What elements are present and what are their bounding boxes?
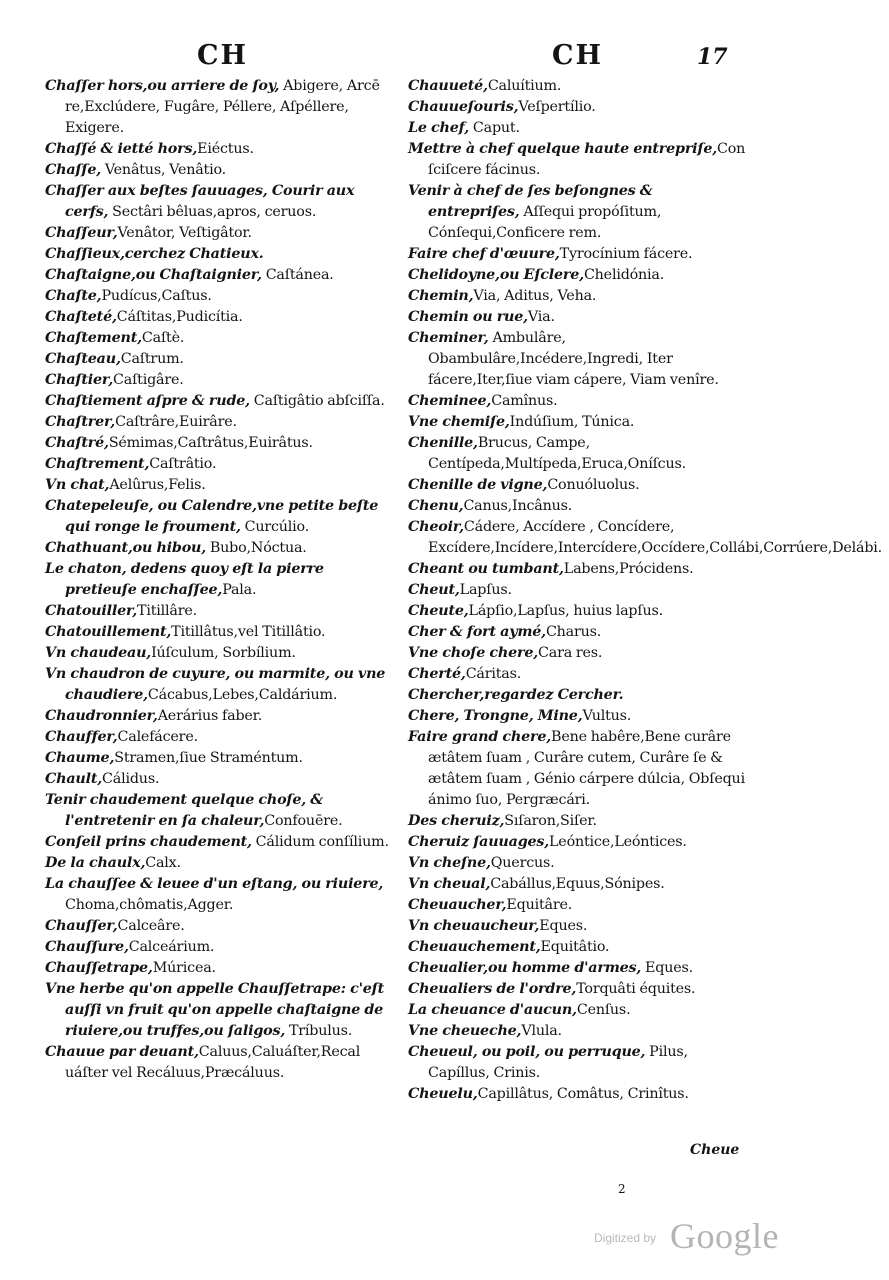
entry-term: Chenille, — [408, 435, 478, 451]
entry-translation: Tyrocínium fácere. — [559, 246, 693, 262]
entry-term: Chatouiller, — [45, 603, 138, 619]
entry-translation: Eques. — [641, 960, 693, 976]
dictionary-entry — [408, 475, 748, 496]
entry-translation: Venâtus, Venâtio. — [101, 162, 226, 178]
entry-translation: Venâtor, Veſtigâtor. — [117, 225, 252, 241]
entry-term: Cheute, — [408, 603, 469, 619]
dictionary-entry — [45, 979, 395, 1042]
entry-term: Chercher,regardez Cercher. — [408, 687, 624, 703]
entry-term: Chaſtré, — [45, 435, 109, 451]
entry-term: Chaſte, — [45, 288, 102, 304]
dictionary-entry — [45, 139, 395, 160]
entry-term: Cheuaucher, — [408, 897, 507, 913]
entry-translation: Veſpertílio. — [518, 99, 596, 115]
dictionary-entry — [45, 412, 395, 433]
entry-term: Chaſtrer, — [45, 414, 116, 430]
entry-term: Cherté, — [408, 666, 466, 682]
dictionary-entry — [45, 328, 395, 349]
dictionary-entry — [45, 769, 395, 790]
dictionary-entry — [45, 475, 395, 496]
entry-term: Vne herbe qu'on appelle Chauſſetrape: c'eſt auſſi vn fruit qu'on appelle chaſtaigne de riuiere,ou truffes,ou ſaligos, — [45, 981, 385, 1039]
entry-term: Cheuauchement, — [408, 939, 541, 955]
entry-term: Chere, Trongne, Mine, — [408, 708, 583, 724]
entry-term: Chauſſure, — [45, 939, 129, 955]
dictionary-entry — [408, 1021, 748, 1042]
entry-term: Chaſtaigne,ou Chaſtaignier, — [45, 267, 262, 283]
entry-term: Cheualier,ou homme d'armes, — [408, 960, 642, 976]
entry-term: Vn chaudron de cuyure, ou marmite, ou vne chaudiere, — [45, 666, 386, 703]
entry-term: Des cheruiz, — [408, 813, 505, 829]
entry-translation: Eques. — [539, 918, 588, 934]
entry-translation: Lápſio,Lapſus, huius lapſus. — [468, 603, 663, 619]
entry-term: Vne cheueche, — [408, 1023, 522, 1039]
dictionary-entry — [408, 307, 748, 328]
entry-translation: Cácabus,Lebes,Caldárium. — [147, 687, 338, 703]
entry-term: Vn cheual, — [408, 876, 491, 892]
dictionary-entry — [45, 181, 395, 223]
entry-translation: Ambulâre, Obambulâre,Incédere,Ingredi, Iter fácere,Iter,ſiue viam cápere, Viam venîre. — [428, 330, 719, 388]
dictionary-entry — [45, 853, 395, 874]
dictionary-entry — [408, 874, 748, 895]
entry-term: Le chaton, dedens quoy eſt la pierre pretieuſe enchaſſee, — [45, 561, 324, 598]
dictionary-entry — [408, 601, 748, 622]
dictionary-entry — [408, 937, 748, 958]
entry-translation: Confouēre. — [264, 813, 343, 829]
entry-term: Chaudronnier, — [45, 708, 158, 724]
dictionary-entry — [408, 181, 748, 244]
entry-translation: Pala. — [222, 582, 257, 598]
entry-term: La cheuance d'aucun, — [408, 1002, 577, 1018]
entry-translation: Cabállus,Equus,Sónipes. — [490, 876, 665, 892]
entry-term: Chaume, — [45, 750, 115, 766]
running-head-right: CH — [552, 40, 603, 71]
dictionary-entry — [45, 937, 395, 958]
entry-translation: Via. — [527, 309, 555, 325]
entry-translation: Bubo,Nóctua. — [206, 540, 307, 556]
entry-term: Tenir chaudement quelque choſe, & l'entretenir en ſa chaleur, — [45, 792, 324, 829]
entry-translation: Sıſaron,Siſer. — [504, 813, 597, 829]
dictionary-entry — [408, 1084, 748, 1105]
entry-term: Chauueſouris, — [408, 99, 519, 115]
entry-translation: Tríbulus. — [285, 1023, 353, 1039]
dictionary-entry — [408, 916, 748, 937]
entry-translation: Calx. — [145, 855, 181, 871]
dictionary-entry — [45, 349, 395, 370]
dictionary-entry — [45, 664, 395, 706]
catchword: Cheue — [690, 1142, 740, 1158]
entry-term: Le chef, — [408, 120, 470, 136]
entry-translation: Leóntice,Leóntices. — [549, 834, 687, 850]
entry-translation: Capillâtus, Comâtus, Crinîtus. — [477, 1086, 689, 1102]
entry-term: Chaſtement, — [45, 330, 142, 346]
dictionary-entry — [45, 391, 395, 412]
entry-translation: Múricea. — [152, 960, 216, 976]
dictionary-entry — [408, 559, 748, 580]
entry-term: Vn chaudeau, — [45, 645, 152, 661]
watermark-prefix: Digitized by — [594, 1231, 657, 1245]
dictionary-entry — [408, 643, 748, 664]
entry-term: Chaſſe, — [45, 162, 102, 178]
dictionary-entry — [408, 685, 748, 706]
entry-translation: Conuóluolus. — [547, 477, 640, 493]
dictionary-entry — [45, 748, 395, 769]
dictionary-entry — [408, 412, 748, 433]
entry-term: Chatepeleuſe, ou Calendre,vne petite beſte qui ronge le froument, — [45, 498, 379, 535]
dictionary-entry — [408, 853, 748, 874]
entry-term: Cheoir, — [408, 519, 464, 535]
dictionary-entry — [45, 307, 395, 328]
entry-translation: Equitâtio. — [540, 939, 610, 955]
entry-translation: Choma,chômatis,Agger. — [65, 897, 234, 913]
dictionary-entry — [45, 265, 395, 286]
dictionary-entry — [45, 790, 395, 832]
digitized-by-google-watermark — [594, 1215, 779, 1255]
google-logo: Google — [670, 1216, 779, 1256]
dictionary-entry — [45, 601, 395, 622]
entry-term: Vn chat, — [45, 477, 110, 493]
entry-translation: Caſtánea. — [261, 267, 334, 283]
entry-translation: Calceárium. — [128, 939, 215, 955]
entry-term: Chauffer, — [45, 729, 118, 745]
entry-term: Cheualiers de l'ordre, — [408, 981, 577, 997]
entry-translation: Cádere, Accídere , Concídere, Excídere,Incídere,Intercídere,Occídere,Collábi,Corrúere,Delábi. — [428, 519, 883, 556]
dictionary-entry — [408, 433, 748, 475]
page-number: 17 — [697, 44, 728, 70]
entry-translation: Caſtrum. — [120, 351, 184, 367]
dictionary-entry — [45, 454, 395, 475]
entry-term: Chaſſieux,cerchez Chatieux. — [45, 246, 264, 262]
dictionary-entry — [45, 832, 395, 853]
entry-translation: Aerárius faber. — [157, 708, 263, 724]
entry-translation: Pilus, Capíllus, Crinis. — [428, 1044, 688, 1081]
dictionary-entry — [408, 139, 748, 181]
dictionary-entry — [408, 244, 748, 265]
dictionary-entry — [45, 643, 395, 664]
entry-term: Chaſteau, — [45, 351, 121, 367]
dictionary-entry — [45, 559, 395, 601]
entry-translation: Sectâri bêluas,apros, ceruos. — [108, 204, 317, 220]
entry-translation: Indúſium, Túnica. — [509, 414, 635, 430]
entry-translation: Cálidus. — [102, 771, 160, 787]
entry-translation: Cenſus. — [576, 1002, 631, 1018]
dictionary-entry — [45, 538, 395, 559]
entry-translation: Calefácere. — [117, 729, 198, 745]
dictionary-entry — [45, 727, 395, 748]
dictionary-entry — [408, 580, 748, 601]
signature-mark: 2 — [618, 1182, 626, 1196]
dictionary-entry — [45, 622, 395, 643]
dictionary-entry — [45, 76, 395, 139]
dictionary-entry — [408, 517, 883, 559]
entry-term: Cheminer, — [408, 330, 489, 346]
entry-term: Mettre à chef quelque haute entrepriſe, — [408, 141, 718, 157]
entry-translation: Cáritas. — [465, 666, 522, 682]
entry-translation: Calceâre. — [117, 918, 185, 934]
entry-translation: Eiéctus. — [197, 141, 254, 157]
dictionary-entry — [45, 958, 395, 979]
entry-term: Cher & fort aymé, — [408, 624, 546, 640]
dictionary-entry — [45, 286, 395, 307]
entry-term: Chaſſer aux beſtes ſauuages, Courir aux cerfs, — [45, 183, 355, 220]
dictionary-entry — [408, 979, 748, 1000]
dictionary-entry — [408, 496, 748, 517]
entry-term: Chaſtrement, — [45, 456, 150, 472]
entry-term: Chaſtiement aſpre & rude, — [45, 393, 250, 409]
entry-term: Chauueté, — [408, 78, 488, 94]
entry-term: Faire chef d'œuure, — [408, 246, 560, 262]
entry-translation: Titillâre. — [137, 603, 197, 619]
entry-term: Chemin, — [408, 288, 474, 304]
dictionary-entry — [408, 328, 748, 391]
running-head-left: CH — [197, 40, 248, 71]
entry-translation: Curcúlio. — [240, 519, 310, 535]
dictionary-entry — [45, 160, 395, 181]
entry-term: Chaſteté, — [45, 309, 117, 325]
entry-term: Chaſſer hors,ou arriere de ſoy, — [45, 78, 280, 94]
entry-translation: Caſtrâre,Euirâre. — [115, 414, 237, 430]
dictionary-entry — [45, 706, 395, 727]
entry-translation: Canus,Incânus. — [463, 498, 573, 514]
entry-translation: Brucus, Campe, Centípeda,Multípeda,Eruca,Oníſcus. — [428, 435, 686, 472]
entry-translation: Aſſequi propóſitum, Cónſequi,Conficere rem. — [428, 204, 662, 241]
right-column — [408, 76, 883, 1105]
dictionary-entry — [408, 1000, 748, 1021]
dictionary-entry — [408, 391, 748, 412]
entry-term: Chaſſé & ietté hors, — [45, 141, 198, 157]
entry-term: Chenu, — [408, 498, 464, 514]
entry-translation: Camînus. — [491, 393, 558, 409]
left-column — [45, 76, 395, 1084]
entry-translation: Con ſciſcere fácinus. — [428, 141, 746, 178]
entry-term: Chathuant,ou hibou, — [45, 540, 207, 556]
entry-translation: Caſtigâtio abſciſſa. — [249, 393, 385, 409]
entry-term: Chatouillement, — [45, 624, 172, 640]
dictionary-entry — [408, 958, 748, 979]
dictionary-entry — [408, 622, 748, 643]
entry-translation: Aelûrus,Felis. — [109, 477, 206, 493]
entry-term: Chenille de vigne, — [408, 477, 548, 493]
entry-term: La chauſſee & leuee d'un eſtang, ou riuiere, — [45, 876, 384, 892]
page-header — [0, 40, 889, 74]
dictionary-entry — [45, 223, 395, 244]
entry-term: Chaſtier, — [45, 372, 113, 388]
entry-translation: Caſtè. — [141, 330, 185, 346]
entry-translation: Torquâti équites. — [576, 981, 696, 997]
entry-term: Vn cheuaucheur, — [408, 918, 540, 934]
dictionary-entry — [408, 811, 748, 832]
entry-term: Vn cheſne, — [408, 855, 491, 871]
entry-translation: Sémimas,Caſtrâtus,Euirâtus. — [108, 435, 313, 451]
entry-term: Cheminee, — [408, 393, 492, 409]
entry-translation: Vultus. — [582, 708, 632, 724]
dictionary-entry — [408, 895, 748, 916]
entry-translation: Lapſus. — [459, 582, 512, 598]
dictionary-entry — [45, 916, 395, 937]
entry-translation: Abigere, Arcē re,Exclúdere, Fugâre, Péllere, Aſpéllere, Exigere. — [65, 78, 380, 136]
dictionary-entry — [45, 433, 395, 454]
entry-translation: Cálidum conſílium. — [251, 834, 389, 850]
dictionary-entry — [408, 76, 748, 97]
entry-translation: Cáſtitas,Pudicítia. — [116, 309, 243, 325]
dictionary-entry — [408, 118, 748, 139]
entry-term: De la chaulx, — [45, 855, 146, 871]
entry-term: Vne choſe chere, — [408, 645, 539, 661]
entry-term: Faire grand chere, — [408, 729, 552, 745]
dictionary-entry — [408, 664, 748, 685]
entry-translation: Chelidónia. — [583, 267, 665, 283]
entry-translation: Caput. — [469, 120, 520, 136]
dictionary-entry — [408, 286, 748, 307]
entry-translation: Cara res. — [538, 645, 603, 661]
entry-translation: Labens,Prócidens. — [563, 561, 694, 577]
dictionary-entry — [408, 97, 748, 118]
entry-term: Chauſſer, — [45, 918, 118, 934]
entry-term: Conſeil prins chaudement, — [45, 834, 252, 850]
dictionary-entry — [408, 265, 748, 286]
entry-translation: Bene habêre,Bene curâre ætâtem ſuam , Curâre cutem, Curâre ſe & ætâtem ſuam , Génio cárpere dúlcia, Obſequi ánimo ſuo, Pergræcári. — [428, 729, 745, 808]
entry-term: Chauue par deuant, — [45, 1044, 199, 1060]
entry-term: Chelidoyne,ou Eſclere, — [408, 267, 584, 283]
dictionary-entry — [45, 370, 395, 391]
entry-translation: Stramen,ſiue Straméntum. — [114, 750, 303, 766]
entry-term: Venir à chef de ſes beſongnes & entrepriſes, — [408, 183, 653, 220]
entry-translation: Equitâre. — [506, 897, 573, 913]
dictionary-entry — [45, 244, 395, 265]
entry-term: Chault, — [45, 771, 103, 787]
entry-term: Cheueul, ou poil, ou perruque, — [408, 1044, 646, 1060]
dictionary-entry — [408, 1042, 748, 1084]
dictionary-entry — [45, 1042, 395, 1084]
entry-term: Vne chemiſe, — [408, 414, 510, 430]
entry-translation: Charus. — [545, 624, 602, 640]
entry-term: Cheuelu, — [408, 1086, 478, 1102]
entry-translation: Quercus. — [490, 855, 555, 871]
entry-translation: Caluus,Caluáſter,Recal uáſter vel Recáluus,Præcáluus. — [65, 1044, 361, 1081]
entry-translation: Iúſculum, Sorbílium. — [151, 645, 296, 661]
entry-term: Cheant ou tumbant, — [408, 561, 564, 577]
dictionary-entry — [408, 832, 748, 853]
entry-translation: Titillâtus,vel Titillâtio. — [171, 624, 326, 640]
dictionary-entry — [45, 874, 395, 916]
entry-translation: Pudícus,Caſtus. — [101, 288, 212, 304]
entry-translation: Vlula. — [521, 1023, 562, 1039]
entry-term: Cheruiz ſauuages, — [408, 834, 550, 850]
entry-term: Chauſſetrape, — [45, 960, 153, 976]
entry-term: Chaſſeur, — [45, 225, 118, 241]
dictionary-entry — [408, 706, 748, 727]
dictionary-entry — [408, 727, 748, 811]
entry-term: Chemin ou rue, — [408, 309, 528, 325]
entry-translation: Via, Aditus, Veha. — [473, 288, 597, 304]
entry-term: Cheut, — [408, 582, 460, 598]
entry-translation: Caſtigâre. — [113, 372, 184, 388]
entry-translation: Caluítium. — [487, 78, 562, 94]
dictionary-entry — [45, 496, 395, 538]
entry-translation: Caſtrâtio. — [149, 456, 217, 472]
